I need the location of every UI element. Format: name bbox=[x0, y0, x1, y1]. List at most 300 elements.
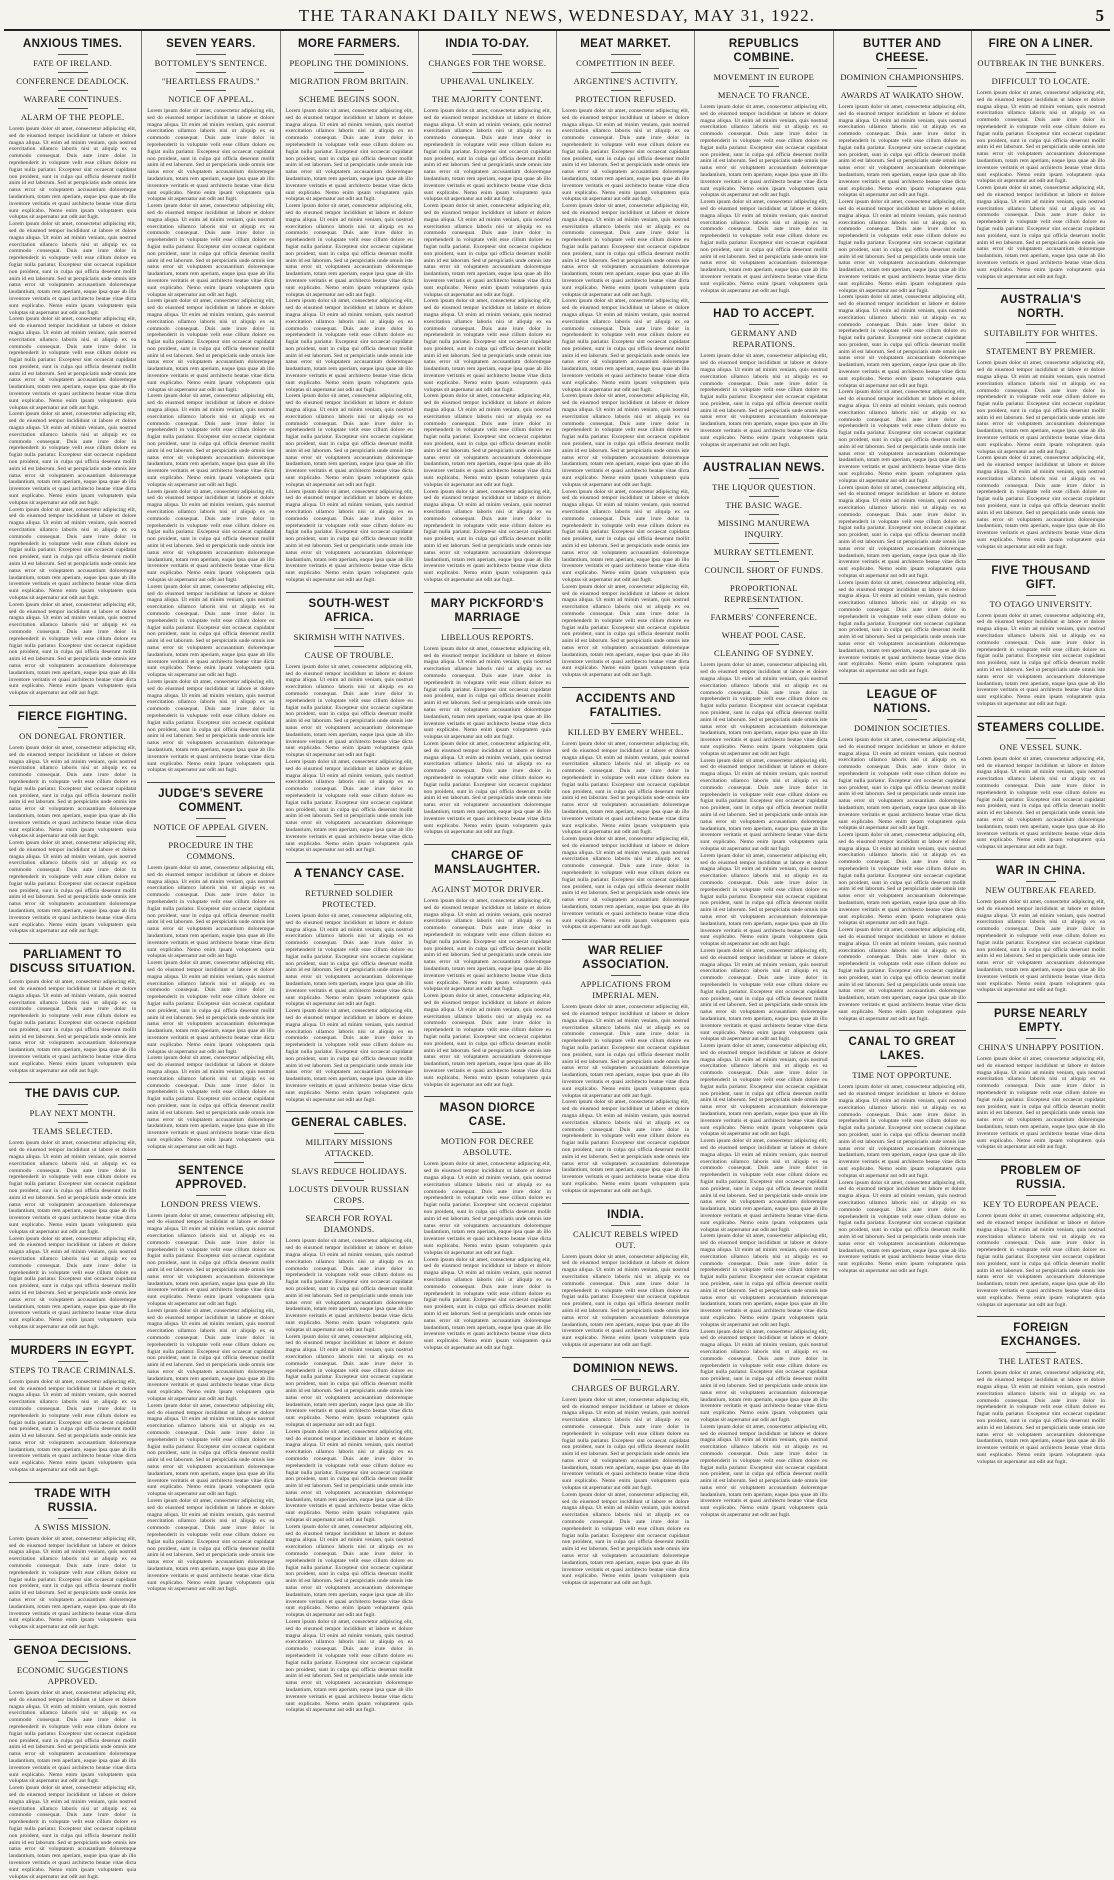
article-body-text: Lorem ipsum dolor sit amet, consectetur adipiscing elit, sed do eiusmod tempor incididunt ut labore et dolore magna aliqua. Ut enim ad minim veniam, quis nostrud exercitation ullamco laboris nisi ut aliquip ex ea commodo consequat. Duis aute irure dolor in reprehenderit in voluptate velit esse cillum dolore eu fugiat nulla pariatur. Excepteur sint occaecat cupidatat non proident, sunt in culpa qui officia deserunt mollit anim id est laborum. Sed ut perspiciatis unde omnis iste natus error sit voluptatem accusantium doloremque laudantium, totam rem aperiam, eaque ipsa quae ab illo inventore veritatis et quasi architecto beatae vitae dicta sunt explicabo. Nemo enim ipsam voluptatem quia voluptas sit aspernatur aut odit aut fugit. bbox=[147, 1402, 275, 1498]
article-subheadline: CALICUT REBELS WIPED OUT. bbox=[572, 1228, 679, 1250]
article-body-text: Lorem ipsum dolor sit amet, consectetur adipiscing elit, sed do eiusmod tempor incididunt ut labore et dolore magna aliqua. Ut enim ad minim veniam, quis nostrud exercitation ullamco laboris nisi ut aliquip ex ea commodo consequat. Duis aute irure dolor in reprehenderit in voluptate velit esse cillum dolore eu fugiat nulla pariatur. Excepteur sint occaecat cupidatat non proident, sunt in culpa qui officia deserunt mollit anim id est laborum. Sed ut perspiciatis unde omnis iste natus error sit voluptatem accusantium doloremque laudantium, totam rem aperiam, eaque ipsa quae ab illo inventore veritatis et quasi architecto beatae vitae dicta sunt explicabo. Nemo enim ipsam voluptatem quia voluptas sit aspernatur aut odit aut fugit. bbox=[9, 979, 137, 1074]
article-body-text: Lorem ipsum dolor sit amet, consectetur adipiscing elit, sed do eiusmod tempor incididunt ut labore et dolore magna aliqua. Ut enim ad minim veniam, quis nostrud exercitation ullamco laboris nisi ut aliquip ex ea commodo consequat. Duis aute irure dolor in reprehenderit in voluptate velit esse cillum dolore eu fugiat nulla pariatur. Excepteur sint occaecat cupidatat non proident, sunt in culpa qui officia deserunt mollit anim id est laborum. Sed ut perspiciatis unde omnis iste natus error sit voluptatem accusantium doloremque laudantium, totam rem aperiam, eaque ipsa quae ab illo inventore veritatis et quasi architecto beatae vitae dicta sunt explicabo. Nemo enim ipsam voluptatem quia voluptas sit aspernatur aut odit aut fugit. bbox=[700, 662, 828, 757]
headline-rule bbox=[196, 54, 226, 55]
news-article bbox=[700, 456, 827, 1518]
article-body-text: Lorem ipsum dolor sit amet, consectetur adipiscing elit, sed do eiusmod tempor incididunt ut labore et dolore magna aliqua. Ut enim ad minim veniam, quis nostrud exercitation ullamco laboris nisi ut aliquip ex ea commodo consequat. Duis aute irure dolor in reprehenderit in voluptate velit esse cillum dolore eu fugiat nulla pariatur. Excepteur sint occaecat cupidatat non proident, sunt in culpa qui officia deserunt mollit anim id est laborum. Sed ut perspiciatis unde omnis iste natus error sit voluptatem accusantium doloremque laudantium, totam rem aperiam, eaque ipsa quae ab illo inventore veritatis et quasi architecto beatae vitae dicta sunt explicabo. Nemo enim ipsam voluptatem quia voluptas sit aspernatur aut odit aut fugit. bbox=[838, 579, 966, 675]
article-subheadline: LONDON PRESS VIEWS. bbox=[160, 1198, 261, 1209]
article-headline: FIVE THOUSAND GIFT. bbox=[991, 564, 1091, 591]
article-headline: TRADE WITH RUSSIA. bbox=[34, 1487, 111, 1514]
article-divider bbox=[562, 687, 689, 688]
article-subheadline: NEW OUTBREAK FEARED. bbox=[985, 884, 1097, 895]
article-subheadline: THE BASIC WAGE. bbox=[725, 500, 803, 511]
news-article bbox=[286, 592, 413, 854]
news-article bbox=[977, 288, 1105, 550]
article-body-text: Lorem ipsum dolor sit amet, consectetur adipiscing elit, sed do eiusmod tempor incididunt ut labore et dolore magna aliqua. Ut enim ad minim veniam, quis nostrud exercitation ullamco laboris nisi ut aliquip ex ea commodo consequat. Duis aute irure dolor in reprehenderit in voluptate velit esse cillum dolore eu fugiat nulla pariatur. Excepteur sint occaecat cupidatat non proident, sunt in culpa qui officia deserunt mollit anim id est laborum. Sed ut perspiciatis unde omnis iste natus error sit voluptatem accusantium doloremque laudantium, totam rem aperiam, eaque ipsa quae ab illo inventore veritatis et quasi architecto beatae vitae dicta sunt explicabo. Nemo enim ipsam voluptatem quia voluptas sit aspernatur aut odit aut fugit. bbox=[147, 583, 275, 679]
news-column bbox=[557, 31, 695, 1587]
article-subheadline: KILLED BY EMERY WHEEL. bbox=[567, 726, 684, 737]
article-body-text: Lorem ipsum dolor sit amet, consectetur adipiscing elit, sed do eiusmod tempor incididunt ut labore et dolore magna aliqua. Ut enim ad minim veniam, quis nostrud exercitation ullamco laboris nisi ut aliquip ex ea commodo consequat. Duis aute irure dolor in reprehenderit in voluptate velit esse cillum dolore eu fugiat nulla pariatur. Excepteur sint occaecat cupidatat non proident, sunt in culpa qui officia deserunt mollit anim id est laborum. Sed ut perspiciatis unde omnis iste natus error sit voluptatem accusantium doloremque laudantium, totam rem aperiam, eaque ipsa quae ab illo inventore veritatis et quasi architecto beatae vitae dicta sunt explicabo. Nemo enim ipsam voluptatem quia voluptas sit aspernatur aut odit aut fugit. bbox=[147, 203, 275, 298]
article-headline: MURDERS IN EGYPT. bbox=[10, 1344, 135, 1357]
article-body-text: Lorem ipsum dolor sit amet, consectetur adipiscing elit, sed do eiusmod tempor incididunt ut labore et dolore magna aliqua. Ut enim ad minim veniam, quis nostrud exercitation ullamco laboris nisi ut aliquip ex ea commodo consequat. Duis aute irure dolor in reprehenderit in voluptate velit esse cillum dolore eu fugiat nulla pariatur. Excepteur sint occaecat cupidatat non proident, sunt in culpa qui officia deserunt mollit anim id est laborum. Sed ut perspiciatis unde omnis iste natus error sit voluptatem accusantium doloremque laudantium, totam rem aperiam, eaque ipsa quae ab illo inventore veritatis et quasi architecto beatae vitae dicta sunt explicabo. Nemo enim ipsam voluptatem quia voluptas sit aspernatur aut odit aut fugit. bbox=[147, 298, 275, 393]
headline-rule bbox=[749, 86, 779, 87]
news-article bbox=[562, 37, 689, 679]
headline-rule bbox=[472, 880, 502, 881]
news-article bbox=[9, 1082, 136, 1330]
article-headline: SENTENCE APPROVED. bbox=[175, 1164, 247, 1191]
article-body-text: Lorem ipsum dolor sit amet, consectetur adipiscing elit, sed do eiusmod tempor incididunt ut labore et dolore magna aliqua. Ut enim ad minim veniam, quis nostrud exercitation ullamco laboris nisi ut aliquip ex ea commodo consequat. Duis aute irure dolor in reprehenderit in voluptate velit esse cillum dolore eu fugiat nulla pariatur. Excepteur sint occaecat cupidatat non proident, sunt in culpa qui officia deserunt mollit anim id est laborum. Sed ut perspiciatis unde omnis iste natus error sit voluptatem accusantium doloremque laudantium, totam rem aperiam, eaque ipsa quae ab illo inventore veritatis et quasi architecto beatae vitae dicta sunt explicabo. Nemo enim ipsam voluptatem quia voluptas sit aspernatur aut odit aut fugit. bbox=[838, 832, 966, 927]
article-body-text: Lorem ipsum dolor sit amet, consectetur adipiscing elit, sed do eiusmod tempor incididunt ut labore et dolore magna aliqua. Ut enim ad minim veniam, quis nostrud exercitation ullamco laboris nisi ut aliquip ex ea commodo consequat. Duis aute irure dolor in reprehenderit in voluptate velit esse cillum dolore eu fugiat nulla pariatur. Excepteur sint occaecat cupidatat non proident, sunt in culpa qui officia deserunt mollit anim id est laborum. Sed ut perspiciatis unde omnis iste natus error sit voluptatem accusantium doloremque laudantium, totam rem aperiam, eaque ipsa quae ab illo inventore veritatis et quasi architecto beatae vitae dicta sunt explicabo. Nemo enim ipsam voluptatem quia voluptas sit aspernatur aut odit aut fugit. bbox=[147, 1212, 275, 1307]
article-divider bbox=[977, 1316, 1105, 1317]
article-headline: AUSTRALIAN NEWS. bbox=[702, 462, 825, 475]
article-subheadline: ARGENTINE'S ACTIVITY. bbox=[573, 76, 678, 86]
article-body-text: Lorem ipsum dolor sit amet, consectetur adipiscing elit, sed do eiusmod tempor incididunt ut labore et dolore magna aliqua. Ut enim ad minim veniam, quis nostrud exercitation ullamco laboris nisi ut aliquip ex ea commodo consequat. Duis aute irure dolor in reprehenderit in voluptate velit esse cillum dolore eu fugiat nulla pariatur. Excepteur sint occaecat cupidatat non proident, sunt in culpa qui officia deserunt mollit anim id est laborum. Sed ut perspiciatis unde omnis iste natus error sit voluptatem accusantium doloremque laudantium, totam rem aperiam, eaque ipsa quae ab illo inventore veritatis et quasi architecto beatae vitae dicta sunt explicabo. Nemo enim ipsam voluptatem quia voluptas sit aspernatur aut odit aut fugit. bbox=[700, 1328, 828, 1423]
article-divider bbox=[286, 862, 413, 863]
article-body-text: Lorem ipsum dolor sit amet, consectetur adipiscing elit, sed do eiusmod tempor incididunt ut labore et dolore magna aliqua. Ut enim ad minim veniam, quis nostrud exercitation ullamco laboris nisi ut aliquip ex ea commodo consequat. Duis aute irure dolor in reprehenderit in voluptate velit esse cillum dolore eu fugiat nulla pariatur. Excepteur sint occaecat cupidatat non proident, sunt in culpa qui officia deserunt mollit anim id est laborum. Sed ut perspiciatis unde omnis iste natus error sit voluptatem accusantium doloremque laudantium, totam rem aperiam, eaque ipsa quae ab illo inventore veritatis et quasi architecto beatae vitae dicta sunt explicabo. Nemo enim ipsam voluptatem quia voluptas sit aspernatur aut odit aut fugit. bbox=[9, 1378, 137, 1474]
article-divider bbox=[147, 1159, 274, 1160]
article-subheadline: COMPETITION IN BEEF. bbox=[576, 58, 676, 68]
article-subheadline: THE LATEST RATES. bbox=[998, 1356, 1084, 1367]
masthead-title: THE TARANAKI DAILY NEWS, WEDNESDAY, MAY 31, 1922. bbox=[298, 6, 816, 25]
article-body-text: Lorem ipsum dolor sit amet, consectetur adipiscing elit, sed do eiusmod tempor incididunt ut labore et dolore magna aliqua. Ut enim ad minim veniam, quis nostrud exercitation ullamco laboris nisi ut aliquip ex ea commodo consequat. Duis aute irure dolor in reprehenderit in voluptate velit esse cillum dolore eu fugiat nulla pariatur. Excepteur sint occaecat cupidatat non proident, sunt in culpa qui officia deserunt mollit anim id est laborum. Sed ut perspiciatis unde omnis iste natus error sit voluptatem accusantium doloremque laudantium, totam rem aperiam, eaque ipsa quae ab illo inventore veritatis et quasi architecto beatae vitae dicta sunt explicabo. Nemo enim ipsam voluptatem quia voluptas sit aspernatur aut odit aut fugit. bbox=[285, 1523, 413, 1619]
news-article bbox=[977, 37, 1105, 280]
headline-rule bbox=[611, 90, 641, 91]
page-number: 5 bbox=[1095, 6, 1104, 25]
article-subheadline: THE LIQUOR QUESTION. bbox=[712, 482, 816, 493]
headline-rule bbox=[1026, 54, 1056, 55]
article-headline: PROBLEM OF RUSSIA. bbox=[1000, 1165, 1082, 1192]
article-body-text: Lorem ipsum dolor sit amet, consectetur adipiscing elit, sed do eiusmod tempor incididunt ut labore et dolore magna aliqua. Ut enim ad minim veniam, quis nostrud exercitation ullamco laboris nisi ut aliquip ex ea commodo consequat. Duis aute irure dolor in reprehenderit in voluptate velit esse cillum dolore eu fugiat nulla pariatur. Excepteur sint occaecat cupidatat non proident, sunt in culpa qui officia deserunt mollit anim id est laborum. Sed ut perspiciatis unde omnis iste natus error sit voluptatem accusantium doloremque laudantium, totam rem aperiam, eaque ipsa quae ab illo inventore veritatis et quasi architecto beatae vitae dicta sunt explicabo. Nemo enim ipsam voluptatem quia voluptas sit aspernatur aut odit aut fugit. bbox=[562, 583, 690, 679]
headline-rule bbox=[58, 1661, 88, 1662]
article-headline: MORE FARMERS. bbox=[297, 38, 401, 50]
article-body-text: Lorem ipsum dolor sit amet, consectetur adipiscing elit, sed do eiusmod tempor incididunt ut labore et dolore magna aliqua. Ut enim ad minim veniam, quis nostrud exercitation ullamco laboris nisi ut aliquip ex ea commodo consequat. Duis aute irure dolor in reprehenderit in voluptate velit esse cillum dolore eu fugiat nulla pariatur. Excepteur sint occaecat cupidatat non proident, sunt in culpa qui officia deserunt mollit anim id est laborum. Sed ut perspiciatis unde omnis iste natus error sit voluptatem accusantium doloremque laudantium, totam rem aperiam, eaque ipsa quae ab illo inventore veritatis et quasi architecto beatae vitae dicta sunt explicabo. Nemo enim ipsam voluptatem quia voluptas sit aspernatur aut odit aut fugit. bbox=[9, 601, 137, 697]
article-body-text: Lorem ipsum dolor sit amet, consectetur adipiscing elit, sed do eiusmod tempor incididunt ut labore et dolore magna aliqua. Ut enim ad minim veniam, quis nostrud exercitation ullamco laboris nisi ut aliquip ex ea commodo consequat. Duis aute irure dolor in reprehenderit in voluptate velit esse cillum dolore eu fugiat nulla pariatur. Excepteur sint occaecat cupidatat non proident, sunt in culpa qui officia deserunt mollit anim id est laborum. Sed ut perspiciatis unde omnis iste natus error sit voluptatem accusantium doloremque laudantium, totam rem aperiam, eaque ipsa quae ab illo inventore veritatis et quasi architecto beatae vitae dicta sunt explicabo. Nemo enim ipsam voluptatem quia voluptas sit aspernatur aut odit aut fugit. bbox=[147, 865, 275, 960]
article-body-text: Lorem ipsum dolor sit amet, consectetur adipiscing elit, sed do eiusmod tempor incididunt ut labore et dolore magna aliqua. Ut enim ad minim veniam, quis nostrud exercitation ullamco laboris nisi ut aliquip ex ea commodo consequat. Duis aute irure dolor in reprehenderit in voluptate velit esse cillum dolore eu fugiat nulla pariatur. Excepteur sint occaecat cupidatat non proident, sunt in culpa qui officia deserunt mollit anim id est laborum. Sed ut perspiciatis unde omnis iste natus error sit voluptatem accusantium doloremque laudantium, totam rem aperiam, eaque ipsa quae ab illo inventore veritatis et quasi architecto beatae vitae dicta sunt explicabo. Nemo enim ipsam voluptatem quia voluptas sit aspernatur aut odit aut fugit. bbox=[976, 90, 1105, 185]
headline-rule bbox=[58, 108, 88, 109]
article-subheadline: ON DONEGAL FRONTIER. bbox=[19, 730, 127, 741]
headline-rule bbox=[334, 90, 364, 91]
article-subheadline: STATEMENT BY PREMIER. bbox=[985, 346, 1096, 357]
article-body-text: Lorem ipsum dolor sit amet, consectetur adipiscing elit, sed do eiusmod tempor incididunt ut labore et dolore magna aliqua. Ut enim ad minim veniam, quis nostrud exercitation ullamco laboris nisi ut aliquip ex ea commodo consequat. Duis aute irure dolor in reprehenderit in voluptate velit esse cillum dolore eu fugiat nulla pariatur. Excepteur sint occaecat cupidatat non proident, sunt in culpa qui officia deserunt mollit anim id est laborum. Sed ut perspiciatis unde omnis iste natus error sit voluptatem accusantium doloremque laudantium, totam rem aperiam, eaque ipsa quae ab illo inventore veritatis et quasi architecto beatae vitae dicta sunt explicabo. Nemo enim ipsam voluptatem quia voluptas sit aspernatur aut odit aut fugit. bbox=[700, 852, 828, 948]
article-divider bbox=[977, 1002, 1105, 1003]
article-headline: CANAL TO GREAT LAKES. bbox=[848, 1036, 956, 1063]
article-subheadline: SKIRMISH WITH NATIVES. bbox=[293, 631, 405, 642]
article-headline: MASON DIORCE CASE. bbox=[439, 1102, 536, 1129]
article-headline: INDIA. bbox=[607, 1208, 645, 1221]
headline-rule bbox=[472, 54, 502, 55]
article-body-text: Lorem ipsum dolor sit amet, consectetur adipiscing elit, sed do eiusmod tempor incididunt ut labore et dolore magna aliqua. Ut enim ad minim veniam, quis nostrud exercitation ullamco laboris nisi ut aliquip ex ea commodo consequat. Duis aute irure dolor in reprehenderit in voluptate velit esse cillum dolore eu fugiat nulla pariatur. Excepteur sint occaecat cupidatat non proident, sunt in culpa qui officia deserunt mollit anim id est laborum. Sed ut perspiciatis unde omnis iste natus error sit voluptatem accusantium doloremque laudantium, totam rem aperiam, eaque ipsa quae ab illo inventore veritatis et quasi architecto beatae vitae dicta sunt explicabo. Nemo enim ipsam voluptatem quia voluptas sit aspernatur aut odit aut fugit. bbox=[562, 298, 690, 393]
article-subheadline: CHINA'S UNHAPPY POSITION. bbox=[978, 1042, 1104, 1053]
article-headline: LEAGUE OF NATIONS. bbox=[866, 688, 938, 715]
article-subheadline: MENACE TO FRANCE. bbox=[717, 90, 810, 100]
article-divider bbox=[562, 1203, 689, 1204]
headline-rule bbox=[749, 496, 779, 497]
article-subheadline: COUNCIL SHORT OF FUNDS. bbox=[704, 565, 824, 576]
article-subheadline: UPHEAVAL UNLIKELY. bbox=[440, 76, 535, 86]
article-body-text: Lorem ipsum dolor sit amet, consectetur adipiscing elit, sed do eiusmod tempor incididunt ut labore et dolore magna aliqua. Ut enim ad minim veniam, quis nostrud exercitation ullamco laboris nisi ut aliquip ex ea commodo consequat. Duis aute irure dolor in reprehenderit in voluptate velit esse cillum dolore eu fugiat nulla pariatur. Excepteur sint occaecat cupidatat non proident, sunt in culpa qui officia deserunt mollit anim id est laborum. Sed ut perspiciatis unde omnis iste natus error sit voluptatem accusantium doloremque laudantium, totam rem aperiam, eaque ipsa quae ab illo inventore veritatis et quasi architecto beatae vitae dicta sunt explicabo. Nemo enim ipsam voluptatem quia voluptas sit aspernatur aut odit aut fugit. bbox=[9, 1690, 137, 1785]
article-body-text: Lorem ipsum dolor sit amet, consectetur adipiscing elit, sed do eiusmod tempor incididunt ut labore et dolore magna aliqua. Ut enim ad minim veniam, quis nostrud exercitation ullamco laboris nisi ut aliquip ex ea commodo consequat. Duis aute irure dolor in reprehenderit in voluptate velit esse cillum dolore eu fugiat nulla pariatur. Excepteur sint occaecat cupidatat non proident, sunt in culpa qui officia deserunt mollit anim id est laborum. Sed ut perspiciatis unde omnis iste natus error sit voluptatem accusantium doloremque laudantium, totam rem aperiam, eaque ipsa quae ab illo inventore veritatis et quasi architecto beatae vitae dicta sunt explicabo. Nemo enim ipsam voluptatem quia voluptas sit aspernatur aut odit aut fugit. bbox=[838, 389, 966, 484]
article-body-text: Lorem ipsum dolor sit amet, consectetur adipiscing elit, sed do eiusmod tempor incididunt ut labore et dolore magna aliqua. Ut enim ad minim veniam, quis nostrud exercitation ullamco laboris nisi ut aliquip ex ea commodo consequat. Duis aute irure dolor in reprehenderit in voluptate velit esse cillum dolore eu fugiat nulla pariatur. Excepteur sint occaecat cupidatat non proident, sunt in culpa qui officia deserunt mollit anim id est laborum. Sed ut perspiciatis unde omnis iste natus error sit voluptatem accusantium doloremque laudantium, totam rem aperiam, eaque ipsa quae ab illo inventore veritatis et quasi architecto beatae vitae dicta sunt explicabo. Nemo enim ipsam voluptatem quia voluptas sit aspernatur aut odit aut fugit. bbox=[423, 993, 551, 1088]
news-article bbox=[424, 844, 551, 1088]
article-body-text: Lorem ipsum dolor sit amet, consectetur adipiscing elit, sed do eiusmod tempor incididunt ut labore et dolore magna aliqua. Ut enim ad minim veniam, quis nostrud exercitation ullamco laboris nisi ut aliquip ex ea commodo consequat. Duis aute irure dolor in reprehenderit in voluptate velit esse cillum dolore eu fugiat nulla pariatur. Excepteur sint occaecat cupidatat non proident, sunt in culpa qui officia deserunt mollit anim id est laborum. Sed ut perspiciatis unde omnis iste natus error sit voluptatem accusantium doloremque laudantium, totam rem aperiam, eaque ipsa quae ab illo inventore veritatis et quasi architecto beatae vitae dicta sunt explicabo. Nemo enim ipsam voluptatem quia voluptas sit aspernatur aut odit aut fugit. bbox=[9, 316, 137, 411]
article-headline: BUTTER AND CHEESE. bbox=[862, 38, 942, 64]
newspaper-page bbox=[4, 3, 1110, 1880]
article-body-text: Lorem ipsum dolor sit amet, consectetur adipiscing elit, sed do eiusmod tempor incididunt ut labore et dolore magna aliqua. Ut enim ad minim veniam, quis nostrud exercitation ullamco laboris nisi ut aliquip ex ea commodo consequat. Duis aute irure dolor in reprehenderit in voluptate velit esse cillum dolore eu fugiat nulla pariatur. Excepteur sint occaecat cupidatat non proident, sunt in culpa qui officia deserunt mollit anim id est laborum. Sed ut perspiciatis unde omnis iste natus error sit voluptatem accusantium doloremque laudantium, totam rem aperiam, eaque ipsa quae ab illo inventore veritatis et quasi architecto beatae vitae dicta sunt explicabo. Nemo enim ipsam voluptatem quia voluptas sit aspernatur aut odit aut fugit. bbox=[838, 104, 966, 199]
news-article bbox=[424, 1096, 551, 1351]
article-divider bbox=[9, 705, 136, 706]
headline-rule bbox=[611, 72, 641, 73]
article-body-text: Lorem ipsum dolor sit amet, consectetur adipiscing elit, sed do eiusmod tempor incididunt ut labore et dolore magna aliqua. Ut enim ad minim veniam, quis nostrud exercitation ullamco laboris nisi ut aliquip ex ea commodo consequat. Duis aute irure dolor in reprehenderit in voluptate velit esse cillum dolore eu fugiat nulla pariatur. Excepteur sint occaecat cupidatat non proident, sunt in culpa qui officia deserunt mollit anim id est laborum. Sed ut perspiciatis unde omnis iste natus error sit voluptatem accusantium doloremque laudantium, totam rem aperiam, eaque ipsa quae ab illo inventore veritatis et quasi architecto beatae vitae dicta sunt explicabo. Nemo enim ipsam voluptatem quia voluptas sit aspernatur aut odit aut fugit. bbox=[976, 185, 1105, 280]
article-divider bbox=[286, 1111, 413, 1112]
article-subheadline: DOMINION CHAMPIONSHIPS. bbox=[840, 72, 964, 82]
article-body-text: Lorem ipsum dolor sit amet, consectetur adipiscing elit, sed do eiusmod tempor incididunt ut labore et dolore magna aliqua. Ut enim ad minim veniam, quis nostrud exercitation ullamco laboris nisi ut aliquip ex ea commodo consequat. Duis aute irure dolor in reprehenderit in voluptate velit esse cillum dolore eu fugiat nulla pariatur. Excepteur sint occaecat cupidatat non proident, sunt in culpa qui officia deserunt mollit anim id est laborum. Sed ut perspiciatis unde omnis iste natus error sit voluptatem accusantium doloremque laudantium, totam rem aperiam, eaque ipsa quae ab illo inventore veritatis et quasi architecto beatae vitae dicta sunt explicabo. Nemo enim ipsam voluptatem quia voluptas sit aspernatur aut odit aut fugit. bbox=[285, 298, 413, 393]
article-divider bbox=[977, 559, 1105, 560]
article-body-text: Lorem ipsum dolor sit amet, consectetur adipiscing elit, sed do eiusmod tempor incididunt ut labore et dolore magna aliqua. Ut enim ad minim veniam, quis nostrud exercitation ullamco laboris nisi ut aliquip ex ea commodo consequat. Duis aute irure dolor in reprehenderit in voluptate velit esse cillum dolore eu fugiat nulla pariatur. Excepteur sint occaecat cupidatat non proident, sunt in culpa qui officia deserunt mollit anim id est laborum. Sed ut perspiciatis unde omnis iste natus error sit voluptatem accusantium doloremque laudantium, totam rem aperiam, eaque ipsa quae ab illo inventore veritatis et quasi architecto beatae vitae dicta sunt explicabo. Nemo enim ipsam voluptatem quia voluptas sit aspernatur aut odit aut fugit. bbox=[838, 294, 966, 389]
article-divider bbox=[286, 592, 413, 593]
headline-rule bbox=[749, 543, 779, 544]
article-body-text: Lorem ipsum dolor sit amet, consectetur adipiscing elit, sed do eiusmod tempor incididunt ut labore et dolore magna aliqua. Ut enim ad minim veniam, quis nostrud exercitation ullamco laboris nisi ut aliquip ex ea commodo consequat. Duis aute irure dolor in reprehenderit in voluptate velit esse cillum dolore eu fugiat nulla pariatur. Excepteur sint occaecat cupidatat non proident, sunt in culpa qui officia deserunt mollit anim id est laborum. Sed ut perspiciatis unde omnis iste natus error sit voluptatem accusantium doloremque laudantium, totam rem aperiam, eaque ipsa quae ab illo inventore veritatis et quasi architecto beatae vitae dicta sunt explicabo. Nemo enim ipsam voluptatem quia voluptas sit aspernatur aut odit aut fugit. bbox=[976, 1056, 1105, 1151]
headline-rule bbox=[749, 514, 779, 515]
headline-rule bbox=[1026, 738, 1056, 739]
article-body-text: Lorem ipsum dolor sit amet, consectetur adipiscing elit, sed do eiusmod tempor incididunt ut labore et dolore magna aliqua. Ut enim ad minim veniam, quis nostrud exercitation ullamco laboris nisi ut aliquip ex ea commodo consequat. Duis aute irure dolor in reprehenderit in voluptate velit esse cillum dolore eu fugiat nulla pariatur. Excepteur sint occaecat cupidatat non proident, sunt in culpa qui officia deserunt mollit anim id est laborum. Sed ut perspiciatis unde omnis iste natus error sit voluptatem accusantium doloremque laudantium, totam rem aperiam, eaque ipsa quae ab illo inventore veritatis et quasi architecto beatae vitae dicta sunt explicabo. Nemo enim ipsam voluptatem quia voluptas sit aspernatur aut odit aut fugit. bbox=[976, 755, 1105, 851]
article-body-text: Lorem ipsum dolor sit amet, consectetur adipiscing elit, sed do eiusmod tempor incididunt ut labore et dolore magna aliqua. Ut enim ad minim veniam, quis nostrud exercitation ullamco laboris nisi ut aliquip ex ea commodo consequat. Duis aute irure dolor in reprehenderit in voluptate velit esse cillum dolore eu fugiat nulla pariatur. Excepteur sint occaecat cupidatat non proident, sunt in culpa qui officia deserunt mollit anim id est laborum. Sed ut perspiciatis unde omnis iste natus error sit voluptatem accusantium doloremque laudantium, totam rem aperiam, eaque ipsa quae ab illo inventore veritatis et quasi architecto beatae vitae dicta sunt explicabo. Nemo enim ipsam voluptatem quia voluptas sit aspernatur aut odit aut fugit. bbox=[423, 1256, 551, 1351]
article-body-text: Lorem ipsum dolor sit amet, consectetur adipiscing elit, sed do eiusmod tempor incididunt ut labore et dolore magna aliqua. Ut enim ad minim veniam, quis nostrud exercitation ullamco laboris nisi ut aliquip ex ea commodo consequat. Duis aute irure dolor in reprehenderit in voluptate velit esse cillum dolore eu fugiat nulla pariatur. Excepteur sint occaecat cupidatat non proident, sunt in culpa qui officia deserunt mollit anim id est laborum. Sed ut perspiciatis unde omnis iste natus error sit voluptatem accusantium doloremque laudantium, totam rem aperiam, eaque ipsa quae ab illo inventore veritatis et quasi architecto beatae vitae dicta sunt explicabo. Nemo enim ipsam voluptatem quia voluptas sit aspernatur aut odit aut fugit. bbox=[285, 108, 413, 203]
article-body-text: Lorem ipsum dolor sit amet, consectetur adipiscing elit, sed do eiusmod tempor incididunt ut labore et dolore magna aliqua. Ut enim ad minim veniam, quis nostrud exercitation ullamco laboris nisi ut aliquip ex ea commodo consequat. Duis aute irure dolor in reprehenderit in voluptate velit esse cillum dolore eu fugiat nulla pariatur. Excepteur sint occaecat cupidatat non proident, sunt in culpa qui officia deserunt mollit anim id est laborum. Sed ut perspiciatis unde omnis iste natus error sit voluptatem accusantium doloremque laudantium, totam rem aperiam, eaque ipsa quae ab illo inventore veritatis et quasi architecto beatae vitae dicta sunt explicabo. Nemo enim ipsam voluptatem quia voluptas sit aspernatur aut odit aut fugit. bbox=[9, 506, 137, 601]
article-headline: CHARGE OF MANSLAUGHTER. bbox=[434, 850, 541, 877]
news-article bbox=[147, 1159, 274, 1594]
headline-rule bbox=[334, 1162, 364, 1163]
article-headline: GENERAL CABLES. bbox=[291, 1117, 407, 1130]
article-headline: INDIA TO-DAY. bbox=[445, 38, 530, 50]
article-body-text: Lorem ipsum dolor sit amet, consectetur adipiscing elit, sed do eiusmod tempor incididunt ut labore et dolore magna aliqua. Ut enim ad minim veniam, quis nostrud exercitation ullamco laboris nisi ut aliquip ex ea commodo consequat. Duis aute irure dolor in reprehenderit in voluptate velit esse cillum dolore eu fugiat nulla pariatur. Excepteur sint occaecat cupidatat non proident, sunt in culpa qui officia deserunt mollit anim id est laborum. Sed ut perspiciatis unde omnis iste natus error sit voluptatem accusantium doloremque laudantium, totam rem aperiam, eaque ipsa quae ab illo inventore veritatis et quasi architecto beatae vitae dicta sunt explicabo. Nemo enim ipsam voluptatem quia voluptas sit aspernatur aut odit aut fugit. bbox=[285, 1238, 413, 1333]
article-body-text: Lorem ipsum dolor sit amet, consectetur adipiscing elit, sed do eiusmod tempor incididunt ut labore et dolore magna aliqua. Ut enim ad minim veniam, quis nostrud exercitation ullamco laboris nisi ut aliquip ex ea commodo consequat. Duis aute irure dolor in reprehenderit in voluptate velit esse cillum dolore eu fugiat nulla pariatur. Excepteur sint occaecat cupidatat non proident, sunt in culpa qui officia deserunt mollit anim id est laborum. Sed ut perspiciatis unde omnis iste natus error sit voluptatem accusantium doloremque laudantium, totam rem aperiam, eaque ipsa quae ab illo inventore veritatis et quasi architecto beatae vitae dicta sunt explicabo. Nemo enim ipsam voluptatem quia voluptas sit aspernatur aut odit aut fugit. bbox=[976, 612, 1105, 707]
article-body-text: Lorem ipsum dolor sit amet, consectetur adipiscing elit, sed do eiusmod tempor incididunt ut labore et dolore magna aliqua. Ut enim ad minim veniam, quis nostrud exercitation ullamco laboris nisi ut aliquip ex ea commodo consequat. Duis aute irure dolor in reprehenderit in voluptate velit esse cillum dolore eu fugiat nulla pariatur. Excepteur sint occaecat cupidatat non proident, sunt in culpa qui officia deserunt mollit anim id est laborum. Sed ut perspiciatis unde omnis iste natus error sit voluptatem accusantium doloremque laudantium, totam rem aperiam, eaque ipsa quae ab illo inventore veritatis et quasi architecto beatae vitae dicta sunt explicabo. Nemo enim ipsam voluptatem quia voluptas sit aspernatur aut odit aut fugit. bbox=[700, 199, 828, 294]
article-body-text: Lorem ipsum dolor sit amet, consectetur adipiscing elit, sed do eiusmod tempor incididunt ut labore et dolore magna aliqua. Ut enim ad minim veniam, quis nostrud exercitation ullamco laboris nisi ut aliquip ex ea commodo consequat. Duis aute irure dolor in reprehenderit in voluptate velit esse cillum dolore eu fugiat nulla pariatur. Excepteur sint occaecat cupidatat non proident, sunt in culpa qui officia deserunt mollit anim id est laborum. Sed ut perspiciatis unde omnis iste natus error sit voluptatem accusantium doloremque laudantium, totam rem aperiam, eaque ipsa quae ab illo inventore veritatis et quasi architecto beatae vitae dicta sunt explicabo. Nemo enim ipsam voluptatem quia voluptas sit aspernatur aut odit aut fugit. bbox=[423, 898, 551, 993]
article-headline: ACCIDENTS AND FATALITIES. bbox=[575, 692, 676, 719]
article-divider bbox=[977, 1159, 1105, 1160]
headline-rule bbox=[58, 1518, 88, 1519]
news-column bbox=[142, 31, 280, 1593]
news-column bbox=[695, 31, 833, 1519]
article-body-text: Lorem ipsum dolor sit amet, consectetur adipiscing elit, sed do eiusmod tempor incididunt ut labore et dolore magna aliqua. Ut enim ad minim veniam, quis nostrud exercitation ullamco laboris nisi ut aliquip ex ea commodo consequat. Duis aute irure dolor in reprehenderit in voluptate velit esse cillum dolore eu fugiat nulla pariatur. Excepteur sint occaecat cupidatat non proident, sunt in culpa qui officia deserunt mollit anim id est laborum. Sed ut perspiciatis unde omnis iste natus error sit voluptatem accusantium doloremque laudantium, totam rem aperiam, eaque ipsa quae ab illo inventore veritatis et quasi architecto beatae vitae dicta sunt explicabo. Nemo enim ipsam voluptatem quia voluptas sit aspernatur aut odit aut fugit. bbox=[147, 1055, 275, 1150]
article-body-text: Lorem ipsum dolor sit amet, consectetur adipiscing elit, sed do eiusmod tempor incididunt ut labore et dolore magna aliqua. Ut enim ad minim veniam, quis nostrud exercitation ullamco laboris nisi ut aliquip ex ea commodo consequat. Duis aute irure dolor in reprehenderit in voluptate velit esse cillum dolore eu fugiat nulla pariatur. Excepteur sint occaecat cupidatat non proident, sunt in culpa qui officia deserunt mollit anim id est laborum. Sed ut perspiciatis unde omnis iste natus error sit voluptatem accusantium doloremque laudantium, totam rem aperiam, eaque ipsa quae ab illo inventore veritatis et quasi architecto beatae vitae dicta sunt explicabo. Nemo enim ipsam voluptatem quia voluptas sit aspernatur aut odit aut fugit. bbox=[562, 1253, 690, 1348]
headline-rule bbox=[196, 72, 226, 73]
article-body-text: Lorem ipsum dolor sit amet, consectetur adipiscing elit, sed do eiusmod tempor incididunt ut labore et dolore magna aliqua. Ut enim ad minim veniam, quis nostrud exercitation ullamco laboris nisi ut aliquip ex ea commodo consequat. Duis aute irure dolor in reprehenderit in voluptate velit esse cillum dolore eu fugiat nulla pariatur. Excepteur sint occaecat cupidatat non proident, sunt in culpa qui officia deserunt mollit anim id est laborum. Sed ut perspiciatis unde omnis iste natus error sit voluptatem accusantium doloremque laudantium, totam rem aperiam, eaque ipsa quae ab illo inventore veritatis et quasi architecto beatae vitae dicta sunt explicabo. Nemo enim ipsam voluptatem quia voluptas sit aspernatur aut odit aut fugit. bbox=[562, 1004, 690, 1099]
headline-rule bbox=[611, 1225, 641, 1226]
article-body-text: Lorem ipsum dolor sit amet, consectetur adipiscing elit, sed do eiusmod tempor incididunt ut labore et dolore magna aliqua. Ut enim ad minim veniam, quis nostrud exercitation ullamco laboris nisi ut aliquip ex ea commodo consequat. Duis aute irure dolor in reprehenderit in voluptate velit esse cillum dolore eu fugiat nulla pariatur. Excepteur sint occaecat cupidatat non proident, sunt in culpa qui officia deserunt mollit anim id est laborum. Sed ut perspiciatis unde omnis iste natus error sit voluptatem accusantium doloremque laudantium, totam rem aperiam, eaque ipsa quae ab illo inventore veritatis et quasi architecto beatae vitae dicta sunt explicabo. Nemo enim ipsam voluptatem quia voluptas sit aspernatur aut odit aut fugit. bbox=[285, 488, 413, 583]
article-body-text: Lorem ipsum dolor sit amet, consectetur adipiscing elit, sed do eiusmod tempor incididunt ut labore et dolore magna aliqua. Ut enim ad minim veniam, quis nostrud exercitation ullamco laboris nisi ut aliquip ex ea commodo consequat. Duis aute irure dolor in reprehenderit in voluptate velit esse cillum dolore eu fugiat nulla pariatur. Excepteur sint occaecat cupidatat non proident, sunt in culpa qui officia deserunt mollit anim id est laborum. Sed ut perspiciatis unde omnis iste natus error sit voluptatem accusantium doloremque laudantium, totam rem aperiam, eaque ipsa quae ab illo inventore veritatis et quasi architecto beatae vitae dicta sunt explicabo. Nemo enim ipsam voluptatem quia voluptas sit aspernatur aut odit aut fugit. bbox=[423, 298, 551, 393]
article-body-text: Lorem ipsum dolor sit amet, consectetur adipiscing elit, sed do eiusmod tempor incididunt ut labore et dolore magna aliqua. Ut enim ad minim veniam, quis nostrud exercitation ullamco laboris nisi ut aliquip ex ea commodo consequat. Duis aute irure dolor in reprehenderit in voluptate velit esse cillum dolore eu fugiat nulla pariatur. Excepteur sint occaecat cupidatat non proident, sunt in culpa qui officia deserunt mollit anim id est laborum. Sed ut perspiciatis unde omnis iste natus error sit voluptatem accusantium doloremque laudantium, totam rem aperiam, eaque ipsa quae ab illo inventore veritatis et quasi architecto beatae vitae dicta sunt explicabo. Nemo enim ipsam voluptatem quia voluptas sit aspernatur aut odit aut fugit. bbox=[700, 947, 828, 1043]
article-body-text: Lorem ipsum dolor sit amet, consectetur adipiscing elit, sed do eiusmod tempor incididunt ut labore et dolore magna aliqua. Ut enim ad minim veniam, quis nostrud exercitation ullamco laboris nisi ut aliquip ex ea commodo consequat. Duis aute irure dolor in reprehenderit in voluptate velit esse cillum dolore eu fugiat nulla pariatur. Excepteur sint occaecat cupidatat non proident, sunt in culpa qui officia deserunt mollit anim id est laborum. Sed ut perspiciatis unde omnis iste natus error sit voluptatem accusantium doloremque laudantium, totam rem aperiam, eaque ipsa quae ab illo inventore veritatis et quasi architecto beatae vitae dicta sunt explicabo. Nemo enim ipsam voluptatem quia voluptas sit aspernatur aut odit aut fugit. bbox=[285, 913, 413, 1008]
article-headline: WAR IN CHINA. bbox=[996, 864, 1086, 877]
article-divider bbox=[977, 716, 1105, 717]
article-subheadline: CHANGES FOR THE WORSE. bbox=[428, 58, 547, 68]
article-subheadline: KEY TO EUROPEAN PEACE. bbox=[983, 1199, 1099, 1210]
news-article bbox=[977, 859, 1105, 994]
article-body-text: Lorem ipsum dolor sit amet, consectetur adipiscing elit, sed do eiusmod tempor incididunt ut labore et dolore magna aliqua. Ut enim ad minim veniam, quis nostrud exercitation ullamco laboris nisi ut aliquip ex ea commodo consequat. Duis aute irure dolor in reprehenderit in voluptate velit esse cillum dolore eu fugiat nulla pariatur. Excepteur sint occaecat cupidatat non proident, sunt in culpa qui officia deserunt mollit anim id est laborum. Sed ut perspiciatis unde omnis iste natus error sit voluptatem accusantium doloremque laudantium, totam rem aperiam, eaque ipsa quae ab illo inventore veritatis et quasi architecto beatae vitae dicta sunt explicabo. Nemo enim ipsam voluptatem quia voluptas sit aspernatur aut odit aut fugit. bbox=[285, 663, 413, 759]
headline-rule bbox=[887, 68, 917, 69]
news-column bbox=[834, 31, 972, 1280]
article-body-text: Lorem ipsum dolor sit amet, consectetur adipiscing elit, sed do eiusmod tempor incididunt ut labore et dolore magna aliqua. Ut enim ad minim veniam, quis nostrud exercitation ullamco laboris nisi ut aliquip ex ea commodo consequat. Duis aute irure dolor in reprehenderit in voluptate velit esse cillum dolore eu fugiat nulla pariatur. Excepteur sint occaecat cupidatat non proident, sunt in culpa qui officia deserunt mollit anim id est laborum. Sed ut perspiciatis unde omnis iste natus error sit voluptatem accusantium doloremque laudantium, totam rem aperiam, eaque ipsa quae ab illo inventore veritatis et quasi architecto beatae vitae dicta sunt explicabo. Nemo enim ipsam voluptatem quia voluptas sit aspernatur aut odit aut fugit. bbox=[562, 108, 690, 203]
news-article bbox=[839, 1030, 966, 1274]
article-subheadline: FATE OF IRELAND. bbox=[33, 58, 113, 68]
article-body-text: Lorem ipsum dolor sit amet, consectetur adipiscing elit, sed do eiusmod tempor incididunt ut labore et dolore magna aliqua. Ut enim ad minim veniam, quis nostrud exercitation ullamco laboris nisi ut aliquip ex ea commodo consequat. Duis aute irure dolor in reprehenderit in voluptate velit esse cillum dolore eu fugiat nulla pariatur. Excepteur sint occaecat cupidatat non proident, sunt in culpa qui officia deserunt mollit anim id est laborum. Sed ut perspiciatis unde omnis iste natus error sit voluptatem accusantium doloremque laudantium, totam rem aperiam, eaque ipsa quae ab illo inventore veritatis et quasi architecto beatae vitae dicta sunt explicabo. Nemo enim ipsam voluptatem quia voluptas sit aspernatur aut odit aut fugit. bbox=[838, 199, 966, 294]
article-body-text: Lorem ipsum dolor sit amet, consectetur adipiscing elit, sed do eiusmod tempor incididunt ut labore et dolore magna aliqua. Ut enim ad minim veniam, quis nostrud exercitation ullamco laboris nisi ut aliquip ex ea commodo consequat. Duis aute irure dolor in reprehenderit in voluptate velit esse cillum dolore eu fugiat nulla pariatur. Excepteur sint occaecat cupidatat non proident, sunt in culpa qui officia deserunt mollit anim id est laborum. Sed ut perspiciatis unde omnis iste natus error sit voluptatem accusantium doloremque laudantium, totam rem aperiam, eaque ipsa quae ab illo inventore veritatis et quasi architecto beatae vitae dicta sunt explicabo. Nemo enim ipsam voluptatem quia voluptas sit aspernatur aut odit aut fugit. bbox=[147, 678, 275, 774]
article-body-text: Lorem ipsum dolor sit amet, consectetur adipiscing elit, sed do eiusmod tempor incididunt ut labore et dolore magna aliqua. Ut enim ad minim veniam, quis nostrud exercitation ullamco laboris nisi ut aliquip ex ea commodo consequat. Duis aute irure dolor in reprehenderit in voluptate velit esse cillum dolore eu fugiat nulla pariatur. Excepteur sint occaecat cupidatat non proident, sunt in culpa qui officia deserunt mollit anim id est laborum. Sed ut perspiciatis unde omnis iste natus error sit voluptatem accusantium doloremque laudantium, totam rem aperiam, eaque ipsa quae ab illo inventore veritatis et quasi architecto beatae vitae dicta sunt explicabo. Nemo enim ipsam voluptatem quia voluptas sit aspernatur aut odit aut fugit. bbox=[285, 1428, 413, 1524]
article-subheadline: PLAY NEXT MONTH. bbox=[29, 1108, 116, 1119]
headline-rule bbox=[58, 1361, 88, 1362]
article-headline: HAD TO ACCEPT. bbox=[713, 308, 815, 321]
article-subheadline: PROPORTIONAL REPRESENTATION. bbox=[724, 583, 804, 605]
article-divider bbox=[562, 1357, 689, 1358]
headline-rule bbox=[334, 646, 364, 647]
article-subheadline: WARFARE CONTINUES. bbox=[23, 94, 122, 104]
news-article bbox=[839, 683, 966, 1022]
article-divider bbox=[9, 1339, 136, 1340]
article-body-text: Lorem ipsum dolor sit amet, consectetur adipiscing elit, sed do eiusmod tempor incididunt ut labore et dolore magna aliqua. Ut enim ad minim veniam, quis nostrud exercitation ullamco laboris nisi ut aliquip ex ea commodo consequat. Duis aute irure dolor in reprehenderit in voluptate velit esse cillum dolore eu fugiat nulla pariatur. Excepteur sint occaecat cupidatat non proident, sunt in culpa qui officia deserunt mollit anim id est laborum. Sed ut perspiciatis unde omnis iste natus error sit voluptatem accusantium doloremque laudantium, totam rem aperiam, eaque ipsa quae ab illo inventore veritatis et quasi architecto beatae vitae dicta sunt explicabo. Nemo enim ipsam voluptatem quia voluptas sit aspernatur aut odit aut fugit. bbox=[9, 840, 137, 935]
news-article bbox=[562, 939, 689, 1194]
article-subheadline: LIBELLOUS REPORTS. bbox=[441, 631, 534, 642]
headline-rule bbox=[472, 628, 502, 629]
headline-rule bbox=[887, 719, 917, 720]
article-headline: SOUTH-WEST AFRICA. bbox=[308, 597, 390, 624]
headline-rule bbox=[749, 68, 779, 69]
article-divider bbox=[700, 456, 827, 457]
article-body-text: Lorem ipsum dolor sit amet, consectetur adipiscing elit, sed do eiusmod tempor incididunt ut labore et dolore magna aliqua. Ut enim ad minim veniam, quis nostrud exercitation ullamco laboris nisi ut aliquip ex ea commodo consequat. Duis aute irure dolor in reprehenderit in voluptate velit esse cillum dolore eu fugiat nulla pariatur. Excepteur sint occaecat cupidatat non proident, sunt in culpa qui officia deserunt mollit anim id est laborum. Sed ut perspiciatis unde omnis iste natus error sit voluptatem accusantium doloremque laudantium, totam rem aperiam, eaque ipsa quae ab illo inventore veritatis et quasi architecto beatae vitae dicta sunt explicabo. Nemo enim ipsam voluptatem quia voluptas sit aspernatur aut odit aut fugit. bbox=[562, 393, 690, 488]
article-subheadline: MURRAY SETTLEMENT. bbox=[713, 547, 814, 558]
article-body-text: Lorem ipsum dolor sit amet, consectetur adipiscing elit, sed do eiusmod tempor incididunt ut labore et dolore magna aliqua. Ut enim ad minim veniam, quis nostrud exercitation ullamco laboris nisi ut aliquip ex ea commodo consequat. Duis aute irure dolor in reprehenderit in voluptate velit esse cillum dolore eu fugiat nulla pariatur. Excepteur sint occaecat cupidatat non proident, sunt in culpa qui officia deserunt mollit anim id est laborum. Sed ut perspiciatis unde omnis iste natus error sit voluptatem accusantium doloremque laudantium, totam rem aperiam, eaque ipsa quae ab illo inventore veritatis et quasi architecto beatae vitae dicta sunt explicabo. Nemo enim ipsam voluptatem quia voluptas sit aspernatur aut odit aut fugit. bbox=[285, 393, 413, 488]
article-body-text: Lorem ipsum dolor sit amet, consectetur adipiscing elit, sed do eiusmod tempor incididunt ut labore et dolore magna aliqua. Ut enim ad minim veniam, quis nostrud exercitation ullamco laboris nisi ut aliquip ex ea commodo consequat. Duis aute irure dolor in reprehenderit in voluptate velit esse cillum dolore eu fugiat nulla pariatur. Excepteur sint occaecat cupidatat non proident, sunt in culpa qui officia deserunt mollit anim id est laborum. Sed ut perspiciatis unde omnis iste natus error sit voluptatem accusantium doloremque laudantium, totam rem aperiam, eaque ipsa quae ab illo inventore veritatis et quasi architecto beatae vitae dicta sunt explicabo. Nemo enim ipsam voluptatem quia voluptas sit aspernatur aut odit aut fugit. bbox=[9, 221, 137, 316]
article-body-text: Lorem ipsum dolor sit amet, consectetur adipiscing elit, sed do eiusmod tempor incididunt ut labore et dolore magna aliqua. Ut enim ad minim veniam, quis nostrud exercitation ullamco laboris nisi ut aliquip ex ea commodo consequat. Duis aute irure dolor in reprehenderit in voluptate velit esse cillum dolore eu fugiat nulla pariatur. Excepteur sint occaecat cupidatat non proident, sunt in culpa qui officia deserunt mollit anim id est laborum. Sed ut perspiciatis unde omnis iste natus error sit voluptatem accusantium doloremque laudantium, totam rem aperiam, eaque ipsa quae ab illo inventore veritatis et quasi architecto beatae vitae dicta sunt explicabo. Nemo enim ipsam voluptatem quia voluptas sit aspernatur aut odit aut fugit. bbox=[423, 488, 551, 583]
article-subheadline: MOTION FOR DECREE ABSOLUTE. bbox=[440, 1136, 534, 1158]
article-headline: AUSTRALIA'S NORTH. bbox=[1000, 294, 1082, 321]
article-body-text: Lorem ipsum dolor sit amet, consectetur adipiscing elit, sed do eiusmod tempor incididunt ut labore et dolore magna aliqua. Ut enim ad minim veniam, quis nostrud exercitation ullamco laboris nisi ut aliquip ex ea commodo consequat. Duis aute irure dolor in reprehenderit in voluptate velit esse cillum dolore eu fugiat nulla pariatur. Excepteur sint occaecat cupidatat non proident, sunt in culpa qui officia deserunt mollit anim id est laborum. Sed ut perspiciatis unde omnis iste natus error sit voluptatem accusantium doloremque laudantium, totam rem aperiam, eaque ipsa quae ab illo inventore veritatis et quasi architecto beatae vitae dicta sunt explicabo. Nemo enim ipsam voluptatem quia voluptas sit aspernatur aut odit aut fugit. bbox=[9, 744, 137, 840]
article-subheadline: WHEAT POOL CASE. bbox=[721, 630, 807, 641]
article-subheadline: FARMERS' CONFERENCE. bbox=[710, 612, 818, 623]
headline-rule bbox=[749, 478, 779, 479]
article-subheadline: MILITARY MISSIONS ATTACKED. bbox=[305, 1137, 393, 1159]
article-body-text: Lorem ipsum dolor sit amet, consectetur adipiscing elit, sed do eiusmod tempor incididunt ut labore et dolore magna aliqua. Ut enim ad minim veniam, quis nostrud exercitation ullamco laboris nisi ut aliquip ex ea commodo consequat. Duis aute irure dolor in reprehenderit in voluptate velit esse cillum dolore eu fugiat nulla pariatur. Excepteur sint occaecat cupidatat non proident, sunt in culpa qui officia deserunt mollit anim id est laborum. Sed ut perspiciatis unde omnis iste natus error sit voluptatem accusantium doloremque laudantium, totam rem aperiam, eaque ipsa quae ab illo inventore veritatis et quasi architecto beatae vitae dicta sunt explicabo. Nemo enim ipsam voluptatem quia voluptas sit aspernatur aut odit aut fugit. bbox=[838, 1084, 966, 1179]
news-article bbox=[977, 716, 1105, 851]
article-body-text: Lorem ipsum dolor sit amet, consectetur adipiscing elit, sed do eiusmod tempor incididunt ut labore et dolore magna aliqua. Ut enim ad minim veniam, quis nostrud exercitation ullamco laboris nisi ut aliquip ex ea commodo consequat. Duis aute irure dolor in reprehenderit in voluptate velit esse cillum dolore eu fugiat nulla pariatur. Excepteur sint occaecat cupidatat non proident, sunt in culpa qui officia deserunt mollit anim id est laborum. Sed ut perspiciatis unde omnis iste natus error sit voluptatem accusantium doloremque laudantium, totam rem aperiam, eaque ipsa quae ab illo inventore veritatis et quasi architecto beatae vitae dicta sunt explicabo. Nemo enim ipsam voluptatem quia voluptas sit aspernatur aut odit aut fugit. bbox=[285, 1333, 413, 1428]
article-divider bbox=[9, 1482, 136, 1483]
headline-rule bbox=[196, 1195, 226, 1196]
article-body-text: Lorem ipsum dolor sit amet, consectetur adipiscing elit, sed do eiusmod tempor incididunt ut labore et dolore magna aliqua. Ut enim ad minim veniam, quis nostrud exercitation ullamco laboris nisi ut aliquip ex ea commodo consequat. Duis aute irure dolor in reprehenderit in voluptate velit esse cillum dolore eu fugiat nulla pariatur. Excepteur sint occaecat cupidatat non proident, sunt in culpa qui officia deserunt mollit anim id est laborum. Sed ut perspiciatis unde omnis iste natus error sit voluptatem accusantium doloremque laudantium, totam rem aperiam, eaque ipsa quae ab illo inventore veritatis et quasi architecto beatae vitae dicta sunt explicabo. Nemo enim ipsam voluptatem quia voluptas sit aspernatur aut odit aut fugit. bbox=[562, 1396, 690, 1492]
article-subheadline: AWARDS AT WAIKATO SHOW. bbox=[840, 90, 964, 100]
article-subheadline: PEOPLING THE DOMINIONS. bbox=[289, 58, 409, 68]
article-body-text: Lorem ipsum dolor sit amet, consectetur adipiscing elit, sed do eiusmod tempor incididunt ut labore et dolore magna aliqua. Ut enim ad minim veniam, quis nostrud exercitation ullamco laboris nisi ut aliquip ex ea commodo consequat. Duis aute irure dolor in reprehenderit in voluptate velit esse cillum dolore eu fugiat nulla pariatur. Excepteur sint occaecat cupidatat non proident, sunt in culpa qui officia deserunt mollit anim id est laborum. Sed ut perspiciatis unde omnis iste natus error sit voluptatem accusantium doloremque laudantium, totam rem aperiam, eaque ipsa quae ab illo inventore veritatis et quasi architecto beatae vitae dicta sunt explicabo. Nemo enim ipsam voluptatem quia voluptas sit aspernatur aut odit aut fugit. bbox=[423, 740, 551, 836]
headline-rule bbox=[1026, 881, 1056, 882]
article-body-text: Lorem ipsum dolor sit amet, consectetur adipiscing elit, sed do eiusmod tempor incididunt ut labore et dolore magna aliqua. Ut enim ad minim veniam, quis nostrud exercitation ullamco laboris nisi ut aliquip ex ea commodo consequat. Duis aute irure dolor in reprehenderit in voluptate velit esse cillum dolore eu fugiat nulla pariatur. Excepteur sint occaecat cupidatat non proident, sunt in culpa qui officia deserunt mollit anim id est laborum. Sed ut perspiciatis unde omnis iste natus error sit voluptatem accusantium doloremque laudantium, totam rem aperiam, eaque ipsa quae ab illo inventore veritatis et quasi architecto beatae vitae dicta sunt explicabo. Nemo enim ipsam voluptatem quia voluptas sit aspernatur aut odit aut fugit. bbox=[423, 393, 551, 488]
news-article bbox=[562, 1203, 689, 1349]
headline-rule bbox=[887, 86, 917, 87]
news-article bbox=[839, 37, 966, 675]
headline-rule bbox=[749, 608, 779, 609]
headline-rule bbox=[1026, 595, 1056, 596]
article-subheadline: DIFFICULT TO LOCATE. bbox=[991, 76, 1091, 86]
headline-rule bbox=[334, 1133, 364, 1134]
news-article bbox=[9, 705, 136, 935]
news-article bbox=[147, 37, 274, 774]
news-article bbox=[9, 943, 136, 1074]
news-article bbox=[424, 37, 551, 584]
headline-rule bbox=[58, 72, 88, 73]
article-body-text: Lorem ipsum dolor sit amet, consectetur adipiscing elit, sed do eiusmod tempor incididunt ut labore et dolore magna aliqua. Ut enim ad minim veniam, quis nostrud exercitation ullamco laboris nisi ut aliquip ex ea commodo consequat. Duis aute irure dolor in reprehenderit in voluptate velit esse cillum dolore eu fugiat nulla pariatur. Excepteur sint occaecat cupidatat non proident, sunt in culpa qui officia deserunt mollit anim id est laborum. Sed ut perspiciatis unde omnis iste natus error sit voluptatem accusantium doloremque laudantium, totam rem aperiam, eaque ipsa quae ab illo inventore veritatis et quasi architecto beatae vitae dicta sunt explicabo. Nemo enim ipsam voluptatem quia voluptas sit aspernatur aut odit aut fugit. bbox=[9, 1535, 137, 1631]
article-body-text: Lorem ipsum dolor sit amet, consectetur adipiscing elit, sed do eiusmod tempor incididunt ut labore et dolore magna aliqua. Ut enim ad minim veniam, quis nostrud exercitation ullamco laboris nisi ut aliquip ex ea commodo consequat. Duis aute irure dolor in reprehenderit in voluptate velit esse cillum dolore eu fugiat nulla pariatur. Excepteur sint occaecat cupidatat non proident, sunt in culpa qui officia deserunt mollit anim id est laborum. Sed ut perspiciatis unde omnis iste natus error sit voluptatem accusantium doloremque laudantium, totam rem aperiam, eaque ipsa quae ab illo inventore veritatis et quasi architecto beatae vitae dicta sunt explicabo. Nemo enim ipsam voluptatem quia voluptas sit aspernatur aut odit aut fugit. bbox=[423, 645, 551, 741]
article-subheadline: MOVEMENT IN EUROPE bbox=[713, 72, 815, 82]
article-subheadline: CONFERENCE DEADLOCK. bbox=[16, 76, 129, 86]
news-article bbox=[9, 1482, 136, 1631]
article-body-text: Lorem ipsum dolor sit amet, consectetur adipiscing elit, sed do eiusmod tempor incididunt ut labore et dolore magna aliqua. Ut enim ad minim veniam, quis nostrud exercitation ullamco laboris nisi ut aliquip ex ea commodo consequat. Duis aute irure dolor in reprehenderit in voluptate velit esse cillum dolore eu fugiat nulla pariatur. Excepteur sint occaecat cupidatat non proident, sunt in culpa qui officia deserunt mollit anim id est laborum. Sed ut perspiciatis unde omnis iste natus error sit voluptatem accusantium doloremque laudantium, totam rem aperiam, eaque ipsa quae ab illo inventore veritatis et quasi architecto beatae vitae dicta sunt explicabo. Nemo enim ipsam voluptatem quia voluptas sit aspernatur aut odit aut fugit. bbox=[838, 484, 966, 579]
article-body-text: Lorem ipsum dolor sit amet, consectetur adipiscing elit, sed do eiusmod tempor incididunt ut labore et dolore magna aliqua. Ut enim ad minim veniam, quis nostrud exercitation ullamco laboris nisi ut aliquip ex ea commodo consequat. Duis aute irure dolor in reprehenderit in voluptate velit esse cillum dolore eu fugiat nulla pariatur. Excepteur sint occaecat cupidatat non proident, sunt in culpa qui officia deserunt mollit anim id est laborum. Sed ut perspiciatis unde omnis iste natus error sit voluptatem accusantium doloremque laudantium, totam rem aperiam, eaque ipsa quae ab illo inventore veritatis et quasi architecto beatae vitae dicta sunt explicabo. Nemo enim ipsam voluptatem quia voluptas sit aspernatur aut odit aut fugit. bbox=[9, 1235, 137, 1330]
article-body-text: Lorem ipsum dolor sit amet, consectetur adipiscing elit, sed do eiusmod tempor incididunt ut labore et dolore magna aliqua. Ut enim ad minim veniam, quis nostrud exercitation ullamco laboris nisi ut aliquip ex ea commodo consequat. Duis aute irure dolor in reprehenderit in voluptate velit esse cillum dolore eu fugiat nulla pariatur. Excepteur sint occaecat cupidatat non proident, sunt in culpa qui officia deserunt mollit anim id est laborum. Sed ut perspiciatis unde omnis iste natus error sit voluptatem accusantium doloremque laudantium, totam rem aperiam, eaque ipsa quae ab illo inventore veritatis et quasi architecto beatae vitae dicta sunt explicabo. Nemo enim ipsam voluptatem quia voluptas sit aspernatur aut odit aut fugit. bbox=[700, 1043, 828, 1138]
article-headline: MEAT MARKET. bbox=[580, 38, 672, 50]
headline-rule bbox=[611, 723, 641, 724]
article-body-text: Lorem ipsum dolor sit amet, consectetur adipiscing elit, sed do eiusmod tempor incididunt ut labore et dolore magna aliqua. Ut enim ad minim veniam, quis nostrud exercitation ullamco laboris nisi ut aliquip ex ea commodo consequat. Duis aute irure dolor in reprehenderit in voluptate velit esse cillum dolore eu fugiat nulla pariatur. Excepteur sint occaecat cupidatat non proident, sunt in culpa qui officia deserunt mollit anim id est laborum. Sed ut perspiciatis unde omnis iste natus error sit voluptatem accusantium doloremque laudantium, totam rem aperiam, eaque ipsa quae ab illo inventore veritatis et quasi architecto beatae vitae dicta sunt explicabo. Nemo enim ipsam voluptatem quia voluptas sit aspernatur aut odit aut fugit. bbox=[285, 758, 413, 854]
article-headline: REPUBLICS COMBINE. bbox=[728, 38, 799, 64]
headline-rule bbox=[1026, 342, 1056, 343]
article-body-text: Lorem ipsum dolor sit amet, consectetur adipiscing elit, sed do eiusmod tempor incididunt ut labore et dolore magna aliqua. Ut enim ad minim veniam, quis nostrud exercitation ullamco laboris nisi ut aliquip ex ea commodo consequat. Duis aute irure dolor in reprehenderit in voluptate velit esse cillum dolore eu fugiat nulla pariatur. Excepteur sint occaecat cupidatat non proident, sunt in culpa qui officia deserunt mollit anim id est laborum. Sed ut perspiciatis unde omnis iste natus error sit voluptatem accusantium doloremque laudantium, totam rem aperiam, eaque ipsa quae ab illo inventore veritatis et quasi architecto beatae vitae dicta sunt explicabo. Nemo enim ipsam voluptatem quia voluptas sit aspernatur aut odit aut fugit. bbox=[147, 488, 275, 583]
article-body-text: Lorem ipsum dolor sit amet, consectetur adipiscing elit, sed do eiusmod tempor incididunt ut labore et dolore magna aliqua. Ut enim ad minim veniam, quis nostrud exercitation ullamco laboris nisi ut aliquip ex ea commodo consequat. Duis aute irure dolor in reprehenderit in voluptate velit esse cillum dolore eu fugiat nulla pariatur. Excepteur sint occaecat cupidatat non proident, sunt in culpa qui officia deserunt mollit anim id est laborum. Sed ut perspiciatis unde omnis iste natus error sit voluptatem accusantium doloremque laudantium, totam rem aperiam, eaque ipsa quae ab illo inventore veritatis et quasi architecto beatae vitae dicta sunt explicabo. Nemo enim ipsam voluptatem quia voluptas sit aspernatur aut odit aut fugit. bbox=[147, 1307, 275, 1403]
headline-rule bbox=[887, 1066, 917, 1067]
article-subheadline: RETURNED SOLDIER PROTECTED. bbox=[305, 888, 394, 910]
article-body-text: Lorem ipsum dolor sit amet, consectetur adipiscing elit, sed do eiusmod tempor incididunt ut labore et dolore magna aliqua. Ut enim ad minim veniam, quis nostrud exercitation ullamco laboris nisi ut aliquip ex ea commodo consequat. Duis aute irure dolor in reprehenderit in voluptate velit esse cillum dolore eu fugiat nulla pariatur. Excepteur sint occaecat cupidatat non proident, sunt in culpa qui officia deserunt mollit anim id est laborum. Sed ut perspiciatis unde omnis iste natus error sit voluptatem accusantium doloremque laudantium, totam rem aperiam, eaque ipsa quae ab illo inventore veritatis et quasi architecto beatae vitae dicta sunt explicabo. Nemo enim ipsam voluptatem quia voluptas sit aspernatur aut odit aut fugit. bbox=[562, 1491, 690, 1587]
article-body-text: Lorem ipsum dolor sit amet, consectetur adipiscing elit, sed do eiusmod tempor incididunt ut labore et dolore magna aliqua. Ut enim ad minim veniam, quis nostrud exercitation ullamco laboris nisi ut aliquip ex ea commodo consequat. Duis aute irure dolor in reprehenderit in voluptate velit esse cillum dolore eu fugiat nulla pariatur. Excepteur sint occaecat cupidatat non proident, sunt in culpa qui officia deserunt mollit anim id est laborum. Sed ut perspiciatis unde omnis iste natus error sit voluptatem accusantium doloremque laudantium, totam rem aperiam, eaque ipsa quae ab illo inventore veritatis et quasi architecto beatae vitae dicta sunt explicabo. Nemo enim ipsam voluptatem quia voluptas sit aspernatur aut odit aut fugit. bbox=[700, 1423, 828, 1519]
masthead bbox=[4, 3, 1110, 31]
news-columns bbox=[4, 31, 1110, 1880]
article-body-text: Lorem ipsum dolor sit amet, consectetur adipiscing elit, sed do eiusmod tempor incididunt ut labore et dolore magna aliqua. Ut enim ad minim veniam, quis nostrud exercitation ullamco laboris nisi ut aliquip ex ea commodo consequat. Duis aute irure dolor in reprehenderit in voluptate velit esse cillum dolore eu fugiat nulla pariatur. Excepteur sint occaecat cupidatat non proident, sunt in culpa qui officia deserunt mollit anim id est laborum. Sed ut perspiciatis unde omnis iste natus error sit voluptatem accusantium doloremque laudantium, totam rem aperiam, eaque ipsa quae ab illo inventore veritatis et quasi architecto beatae vitae dicta sunt explicabo. Nemo enim ipsam voluptatem quia voluptas sit aspernatur aut odit aut fugit. bbox=[147, 960, 275, 1055]
article-subheadline: MIGRATION FROM BRITAIN. bbox=[289, 76, 409, 86]
headline-rule bbox=[1026, 72, 1056, 73]
headline-rule bbox=[611, 975, 641, 976]
article-subheadline: TO OTAGO UNIVERSITY. bbox=[989, 598, 1093, 609]
news-column bbox=[4, 31, 142, 1880]
article-divider bbox=[9, 1082, 136, 1083]
article-body-text: Lorem ipsum dolor sit amet, consectetur adipiscing elit, sed do eiusmod tempor incididunt ut labore et dolore magna aliqua. Ut enim ad minim veniam, quis nostrud exercitation ullamco laboris nisi ut aliquip ex ea commodo consequat. Duis aute irure dolor in reprehenderit in voluptate velit esse cillum dolore eu fugiat nulla pariatur. Excepteur sint occaecat cupidatat non proident, sunt in culpa qui officia deserunt mollit anim id est laborum. Sed ut perspiciatis unde omnis iste natus error sit voluptatem accusantium doloremque laudantium, totam rem aperiam, eaque ipsa quae ab illo inventore veritatis et quasi architecto beatae vitae dicta sunt explicabo. Nemo enim ipsam voluptatem quia voluptas sit aspernatur aut odit aut fugit. bbox=[976, 360, 1105, 455]
headline-rule bbox=[196, 836, 226, 837]
news-article bbox=[286, 37, 413, 584]
headline-rule bbox=[749, 644, 779, 645]
news-article bbox=[977, 559, 1105, 708]
article-headline: FIRE ON A LINER. bbox=[988, 38, 1094, 50]
article-headline: SEVEN YEARS. bbox=[166, 38, 256, 50]
headline-rule bbox=[196, 90, 226, 91]
article-subheadline: BOTTOMLEY'S SENTENCE. bbox=[154, 58, 268, 68]
article-subheadline: THE MAJORITY CONTENT. bbox=[431, 94, 543, 104]
article-divider bbox=[424, 592, 551, 593]
article-body-text: Lorem ipsum dolor sit amet, consectetur adipiscing elit, sed do eiusmod tempor incididunt ut labore et dolore magna aliqua. Ut enim ad minim veniam, quis nostrud exercitation ullamco laboris nisi ut aliquip ex ea commodo consequat. Duis aute irure dolor in reprehenderit in voluptate velit esse cillum dolore eu fugiat nulla pariatur. Excepteur sint occaecat cupidatat non proident, sunt in culpa qui officia deserunt mollit anim id est laborum. Sed ut perspiciatis unde omnis iste natus error sit voluptatem accusantium doloremque laudantium, totam rem aperiam, eaque ipsa quae ab illo inventore veritatis et quasi architecto beatae vitae dicta sunt explicabo. Nemo enim ipsam voluptatem quia voluptas sit aspernatur aut odit aut fugit. bbox=[147, 393, 275, 488]
headline-rule bbox=[749, 561, 779, 562]
article-divider bbox=[147, 782, 274, 783]
article-body-text: Lorem ipsum dolor sit amet, consectetur adipiscing elit, sed do eiusmod tempor incididunt ut labore et dolore magna aliqua. Ut enim ad minim veniam, quis nostrud exercitation ullamco laboris nisi ut aliquip ex ea commodo consequat. Duis aute irure dolor in reprehenderit in voluptate velit esse cillum dolore eu fugiat nulla pariatur. Excepteur sint occaecat cupidatat non proident, sunt in culpa qui officia deserunt mollit anim id est laborum. Sed ut perspiciatis unde omnis iste natus error sit voluptatem accusantium doloremque laudantium, totam rem aperiam, eaque ipsa quae ab illo inventore veritatis et quasi architecto beatae vitae dicta sunt explicabo. Nemo enim ipsam voluptatem quia voluptas sit aspernatur aut odit aut fugit. bbox=[838, 1179, 966, 1274]
article-subheadline: APPLICATIONS FROM IMPERIAL MEN. bbox=[580, 979, 672, 1001]
article-headline: PURSE NEARLY EMPTY. bbox=[993, 1008, 1088, 1035]
news-article bbox=[424, 592, 551, 836]
article-divider bbox=[9, 1639, 136, 1640]
article-subheadline: TEAMS SELECTED. bbox=[32, 1126, 113, 1137]
article-body-text: Lorem ipsum dolor sit amet, consectetur adipiscing elit, sed do eiusmod tempor incididunt ut labore et dolore magna aliqua. Ut enim ad minim veniam, quis nostrud exercitation ullamco laboris nisi ut aliquip ex ea commodo consequat. Duis aute irure dolor in reprehenderit in voluptate velit esse cillum dolore eu fugiat nulla pariatur. Excepteur sint occaecat cupidatat non proident, sunt in culpa qui officia deserunt mollit anim id est laborum. Sed ut perspiciatis unde omnis iste natus error sit voluptatem accusantium doloremque laudantium, totam rem aperiam, eaque ipsa quae ab illo inventore veritatis et quasi architecto beatae vitae dicta sunt explicabo. Nemo enim ipsam voluptatem quia voluptas sit aspernatur aut odit aut fugit. bbox=[562, 836, 690, 931]
headline-rule bbox=[1026, 1195, 1056, 1196]
headline-rule bbox=[334, 1209, 364, 1210]
article-subheadline: ALARM OF THE PEOPLE. bbox=[20, 112, 125, 122]
headline-rule bbox=[334, 1180, 364, 1181]
news-article bbox=[562, 1357, 689, 1587]
article-headline: FOREIGN EXCHANGES. bbox=[1000, 1322, 1081, 1349]
news-article bbox=[562, 687, 689, 931]
news-article bbox=[977, 1316, 1105, 1465]
article-subheadline: NOTICE OF APPEAL GIVEN. bbox=[153, 822, 269, 833]
article-subheadline: SEARCH FOR ROYAL DIAMONDS. bbox=[305, 1213, 393, 1235]
article-divider bbox=[424, 1096, 551, 1097]
news-article bbox=[977, 1159, 1105, 1308]
headline-rule bbox=[472, 72, 502, 73]
article-subheadline: CAUSE OF TROUBLE. bbox=[304, 649, 394, 660]
article-body-text: Lorem ipsum dolor sit amet, consectetur adipiscing elit, sed do eiusmod tempor incididunt ut labore et dolore magna aliqua. Ut enim ad minim veniam, quis nostrud exercitation ullamco laboris nisi ut aliquip ex ea commodo consequat. Duis aute irure dolor in reprehenderit in voluptate velit esse cillum dolore eu fugiat nulla pariatur. Excepteur sint occaecat cupidatat non proident, sunt in culpa qui officia deserunt mollit anim id est laborum. Sed ut perspiciatis unde omnis iste natus error sit voluptatem accusantium doloremque laudantium, totam rem aperiam, eaque ipsa quae ab illo inventore veritatis et quasi architecto beatae vitae dicta sunt explicabo. Nemo enim ipsam voluptatem quia voluptas sit aspernatur aut odit aut fugit. bbox=[285, 1619, 413, 1714]
article-body-text: Lorem ipsum dolor sit amet, consectetur adipiscing elit, sed do eiusmod tempor incididunt ut labore et dolore magna aliqua. Ut enim ad minim veniam, quis nostrud exercitation ullamco laboris nisi ut aliquip ex ea commodo consequat. Duis aute irure dolor in reprehenderit in voluptate velit esse cillum dolore eu fugiat nulla pariatur. Excepteur sint occaecat cupidatat non proident, sunt in culpa qui officia deserunt mollit anim id est laborum. Sed ut perspiciatis unde omnis iste natus error sit voluptatem accusantium doloremque laudantium, totam rem aperiam, eaque ipsa quae ab illo inventore veritatis et quasi architecto beatae vitae dicta sunt explicabo. Nemo enim ipsam voluptatem quia voluptas sit aspernatur aut odit aut fugit. bbox=[9, 126, 137, 221]
article-subheadline: DOMINION SOCIETIES. bbox=[853, 722, 951, 733]
headline-rule bbox=[196, 818, 226, 819]
article-body-text: Lorem ipsum dolor sit amet, consectetur adipiscing elit, sed do eiusmod tempor incididunt ut labore et dolore magna aliqua. Ut enim ad minim veniam, quis nostrud exercitation ullamco laboris nisi ut aliquip ex ea commodo consequat. Duis aute irure dolor in reprehenderit in voluptate velit esse cillum dolore eu fugiat nulla pariatur. Excepteur sint occaecat cupidatat non proident, sunt in culpa qui officia deserunt mollit anim id est laborum. Sed ut perspiciatis unde omnis iste natus error sit voluptatem accusantium doloremque laudantium, totam rem aperiam, eaque ipsa quae ab illo inventore veritatis et quasi architecto beatae vitae dicta sunt explicabo. Nemo enim ipsam voluptatem quia voluptas sit aspernatur aut odit aut fugit. bbox=[9, 1140, 137, 1235]
headline-rule bbox=[58, 727, 88, 728]
article-subheadline: SUITABILITY FOR WHITES. bbox=[984, 328, 1098, 339]
article-headline: GENOA DECISIONS. bbox=[13, 1645, 132, 1658]
news-column bbox=[281, 31, 419, 1714]
news-column bbox=[972, 31, 1110, 1465]
article-body-text: Lorem ipsum dolor sit amet, consectetur adipiscing elit, sed do eiusmod tempor incididunt ut labore et dolore magna aliqua. Ut enim ad minim veniam, quis nostrud exercitation ullamco laboris nisi ut aliquip ex ea commodo consequat. Duis aute irure dolor in reprehenderit in voluptate velit esse cillum dolore eu fugiat nulla pariatur. Excepteur sint occaecat cupidatat non proident, sunt in culpa qui officia deserunt mollit anim id est laborum. Sed ut perspiciatis unde omnis iste natus error sit voluptatem accusantium doloremque laudantium, totam rem aperiam, eaque ipsa quae ab illo inventore veritatis et quasi architecto beatae vitae dicta sunt explicabo. Nemo enim ipsam voluptatem quia voluptas sit aspernatur aut odit aut fugit. bbox=[976, 898, 1105, 994]
article-subheadline: "HEARTLESS FRAUDS." bbox=[161, 76, 260, 86]
headline-rule bbox=[1026, 1038, 1056, 1039]
headline-rule bbox=[334, 54, 364, 55]
article-divider bbox=[424, 844, 551, 845]
article-subheadline: SLAVS REDUCE HOLIDAYS. bbox=[291, 1166, 407, 1177]
news-article bbox=[9, 37, 136, 697]
headline-rule bbox=[749, 626, 779, 627]
article-divider bbox=[9, 943, 136, 944]
headline-rule bbox=[58, 1104, 88, 1105]
article-body-text: Lorem ipsum dolor sit amet, consectetur adipiscing elit, sed do eiusmod tempor incididunt ut labore et dolore magna aliqua. Ut enim ad minim veniam, quis nostrud exercitation ullamco laboris nisi ut aliquip ex ea commodo consequat. Duis aute irure dolor in reprehenderit in voluptate velit esse cillum dolore eu fugiat nulla pariatur. Excepteur sint occaecat cupidatat non proident, sunt in culpa qui officia deserunt mollit anim id est laborum. Sed ut perspiciatis unde omnis iste natus error sit voluptatem accusantium doloremque laudantium, totam rem aperiam, eaque ipsa quae ab illo inventore veritatis et quasi architecto beatae vitae dicta sunt explicabo. Nemo enim ipsam voluptatem quia voluptas sit aspernatur aut odit aut fugit. bbox=[9, 1785, 137, 1880]
article-subheadline: ECONOMIC SUGGESTIONS APPROVED. bbox=[16, 1665, 129, 1687]
headline-rule bbox=[334, 884, 364, 885]
news-article bbox=[147, 782, 274, 1150]
article-subheadline: NOTICE OF APPEAL. bbox=[168, 94, 254, 104]
headline-rule bbox=[472, 1132, 502, 1133]
article-body-text: Lorem ipsum dolor sit amet, consectetur adipiscing elit, sed do eiusmod tempor incididunt ut labore et dolore magna aliqua. Ut enim ad minim veniam, quis nostrud exercitation ullamco laboris nisi ut aliquip ex ea commodo consequat. Duis aute irure dolor in reprehenderit in voluptate velit esse cillum dolore eu fugiat nulla pariatur. Excepteur sint occaecat cupidatat non proident, sunt in culpa qui officia deserunt mollit anim id est laborum. Sed ut perspiciatis unde omnis iste natus error sit voluptatem accusantium doloremque laudantium, totam rem aperiam, eaque ipsa quae ab illo inventore veritatis et quasi architecto beatae vitae dicta sunt explicabo. Nemo enim ipsam voluptatem quia voluptas sit aspernatur aut odit aut fugit. bbox=[976, 1370, 1105, 1465]
headline-rule bbox=[749, 579, 779, 580]
headline-rule bbox=[611, 1379, 641, 1380]
article-body-text: Lorem ipsum dolor sit amet, consectetur adipiscing elit, sed do eiusmod tempor incididunt ut labore et dolore magna aliqua. Ut enim ad minim veniam, quis nostrud exercitation ullamco laboris nisi ut aliquip ex ea commodo consequat. Duis aute irure dolor in reprehenderit in voluptate velit esse cillum dolore eu fugiat nulla pariatur. Excepteur sint occaecat cupidatat non proident, sunt in culpa qui officia deserunt mollit anim id est laborum. Sed ut perspiciatis unde omnis iste natus error sit voluptatem accusantium doloremque laudantium, totam rem aperiam, eaque ipsa quae ab illo inventore veritatis et quasi architecto beatae vitae dicta sunt explicabo. Nemo enim ipsam voluptatem quia voluptas sit aspernatur aut odit aut fugit. bbox=[423, 108, 551, 203]
news-article bbox=[977, 1002, 1105, 1151]
article-body-text: Lorem ipsum dolor sit amet, consectetur adipiscing elit, sed do eiusmod tempor incididunt ut labore et dolore magna aliqua. Ut enim ad minim veniam, quis nostrud exercitation ullamco laboris nisi ut aliquip ex ea commodo consequat. Duis aute irure dolor in reprehenderit in voluptate velit esse cillum dolore eu fugiat nulla pariatur. Excepteur sint occaecat cupidatat non proident, sunt in culpa qui officia deserunt mollit anim id est laborum. Sed ut perspiciatis unde omnis iste natus error sit voluptatem accusantium doloremque laudantium, totam rem aperiam, eaque ipsa quae ab illo inventore veritatis et quasi architecto beatae vitae dicta sunt explicabo. Nemo enim ipsam voluptatem quia voluptas sit aspernatur aut odit aut fugit. bbox=[700, 104, 828, 199]
article-divider bbox=[700, 302, 827, 303]
article-divider bbox=[977, 859, 1105, 860]
article-subheadline: A SWISS MISSION. bbox=[34, 1521, 112, 1532]
article-divider bbox=[839, 683, 966, 684]
news-article bbox=[700, 302, 827, 448]
article-divider bbox=[562, 939, 689, 940]
article-subheadline: MISSING MANUREWA INQUIRY. bbox=[717, 518, 810, 540]
article-headline: THE DAVIS CUP. bbox=[24, 1088, 121, 1101]
article-body-text: Lorem ipsum dolor sit amet, consectetur adipiscing elit, sed do eiusmod tempor incididunt ut labore et dolore magna aliqua. Ut enim ad minim veniam, quis nostrud exercitation ullamco laboris nisi ut aliquip ex ea commodo consequat. Duis aute irure dolor in reprehenderit in voluptate velit esse cillum dolore eu fugiat nulla pariatur. Excepteur sint occaecat cupidatat non proident, sunt in culpa qui officia deserunt mollit anim id est laborum. Sed ut perspiciatis unde omnis iste natus error sit voluptatem accusantium doloremque laudantium, totam rem aperiam, eaque ipsa quae ab illo inventore veritatis et quasi architecto beatae vitae dicta sunt explicabo. Nemo enim ipsam voluptatem quia voluptas sit aspernatur aut odit aut fugit. bbox=[423, 1161, 551, 1256]
headline-rule bbox=[749, 324, 779, 325]
article-subheadline: AGAINST MOTOR DRIVER. bbox=[431, 884, 544, 895]
news-article bbox=[700, 37, 827, 294]
news-article bbox=[9, 1639, 136, 1880]
article-body-text: Lorem ipsum dolor sit amet, consectetur adipiscing elit, sed do eiusmod tempor incididunt ut labore et dolore magna aliqua. Ut enim ad minim veniam, quis nostrud exercitation ullamco laboris nisi ut aliquip ex ea commodo consequat. Duis aute irure dolor in reprehenderit in voluptate velit esse cillum dolore eu fugiat nulla pariatur. Excepteur sint occaecat cupidatat non proident, sunt in culpa qui officia deserunt mollit anim id est laborum. Sed ut perspiciatis unde omnis iste natus error sit voluptatem accusantium doloremque laudantium, totam rem aperiam, eaque ipsa quae ab illo inventore veritatis et quasi architecto beatae vitae dicta sunt explicabo. Nemo enim ipsam voluptatem quia voluptas sit aspernatur aut odit aut fugit. bbox=[976, 455, 1105, 550]
news-article bbox=[286, 1111, 413, 1714]
headline-rule bbox=[334, 628, 364, 629]
article-subheadline: LOCUSTS DEVOUR RUSSIAN CROPS. bbox=[288, 1184, 410, 1206]
article-body-text: Lorem ipsum dolor sit amet, consectetur adipiscing elit, sed do eiusmod tempor incididunt ut labore et dolore magna aliqua. Ut enim ad minim veniam, quis nostrud exercitation ullamco laboris nisi ut aliquip ex ea commodo consequat. Duis aute irure dolor in reprehenderit in voluptate velit esse cillum dolore eu fugiat nulla pariatur. Excepteur sint occaecat cupidatat non proident, sunt in culpa qui officia deserunt mollit anim id est laborum. Sed ut perspiciatis unde omnis iste natus error sit voluptatem accusantium doloremque laudantium, totam rem aperiam, eaque ipsa quae ab illo inventore veritatis et quasi architecto beatae vitae dicta sunt explicabo. Nemo enim ipsam voluptatem quia voluptas sit aspernatur aut odit aut fugit. bbox=[285, 203, 413, 298]
article-body-text: Lorem ipsum dolor sit amet, consectetur adipiscing elit, sed do eiusmod tempor incididunt ut labore et dolore magna aliqua. Ut enim ad minim veniam, quis nostrud exercitation ullamco laboris nisi ut aliquip ex ea commodo consequat. Duis aute irure dolor in reprehenderit in voluptate velit esse cillum dolore eu fugiat nulla pariatur. Excepteur sint occaecat cupidatat non proident, sunt in culpa qui officia deserunt mollit anim id est laborum. Sed ut perspiciatis unde omnis iste natus error sit voluptatem accusantium doloremque laudantium, totam rem aperiam, eaque ipsa quae ab illo inventore veritatis et quasi architecto beatae vitae dicta sunt explicabo. Nemo enim ipsam voluptatem quia voluptas sit aspernatur aut odit aut fugit. bbox=[838, 927, 966, 1022]
article-body-text: Lorem ipsum dolor sit amet, consectetur adipiscing elit, sed do eiusmod tempor incididunt ut labore et dolore magna aliqua. Ut enim ad minim veniam, quis nostrud exercitation ullamco laboris nisi ut aliquip ex ea commodo consequat. Duis aute irure dolor in reprehenderit in voluptate velit esse cillum dolore eu fugiat nulla pariatur. Excepteur sint occaecat cupidatat non proident, sunt in culpa qui officia deserunt mollit anim id est laborum. Sed ut perspiciatis unde omnis iste natus error sit voluptatem accusantium doloremque laudantium, totam rem aperiam, eaque ipsa quae ab illo inventore veritatis et quasi architecto beatae vitae dicta sunt explicabo. Nemo enim ipsam voluptatem quia voluptas sit aspernatur aut odit aut fugit. bbox=[562, 203, 690, 298]
